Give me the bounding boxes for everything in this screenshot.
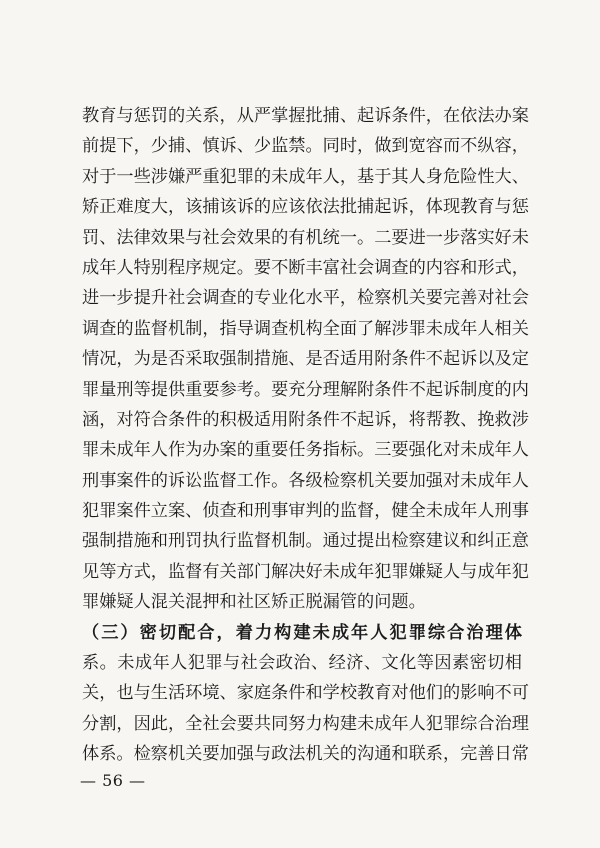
section-heading-bold: （三）密切配合，着力构建未成年人犯罪综合治理体 xyxy=(82,622,522,643)
text-line: 体系。检察机关要加强与政法机关的沟通和联系，完善日常 xyxy=(82,744,529,765)
section-heading-line xyxy=(82,618,522,648)
text-line: 强制措施和刑罚执行监督机制。通过提出检察建议和纠正意 xyxy=(82,531,529,552)
text-line: 犯罪案件立案、侦查和刑事审判的监督，健全未成年人刑事 xyxy=(82,501,529,522)
text-line: 情况，为是否采取强制措施、是否适用附条件不起诉以及定 xyxy=(82,349,529,370)
text-line: 教育与惩罚的关系，从严掌握批捕、起诉条件，在依法办案 xyxy=(82,106,529,126)
page-number: — 56 — xyxy=(80,771,146,790)
text-line: 罪量刑等提供重要参考。要充分理解附条件不起诉制度的内 xyxy=(82,379,529,400)
text-line: 刑事案件的诉讼监督工作。各级检察机关要加强对未成年人 xyxy=(82,470,529,491)
text-line: 罪未成年人作为办案的重要任务指标。三要强化对未成年人 xyxy=(82,440,529,461)
text-line: 见等方式，监督有关部门解决好未成年犯罪嫌疑人与成年犯 xyxy=(82,561,529,582)
text-line: 系。未成年人犯罪与社会政治、经济、文化等因素密切相 xyxy=(82,653,522,674)
body-text xyxy=(82,101,529,770)
text-line: 分割，因此，全社会要共同努力构建未成年人犯罪综合治理 xyxy=(82,713,529,734)
text-line: 前提下，少捕、慎诉、少监禁。同时，做到宽容而不纵容， xyxy=(82,136,529,157)
text-line: 调查的监督机制，指导调查机构全面了解涉罪未成年人相关 xyxy=(82,318,529,339)
text-line: 罚、法律效果与社会效果的有机统一。二要进一步落实好未 xyxy=(82,227,529,248)
text-line: 关，也与生活环境、家庭条件和学校教育对他们的影响不可 xyxy=(82,683,529,704)
text-line: 对于一些涉嫌严重犯罪的未成年人，基于其人身危险性大、 xyxy=(82,166,529,187)
text-line: 涵，对符合条件的积极适用附条件不起诉，将帮教、挽救涉 xyxy=(82,409,529,430)
text-line: 矫正难度大，该捕该诉的应该依法批捕起诉，体现教育与惩 xyxy=(82,197,529,218)
text-line: 成年人特别程序规定。要不断丰富社会调查的内容和形式， xyxy=(82,257,529,278)
text-line: 进一步提升社会调查的专业化水平，检察机关要完善对社会 xyxy=(82,288,529,309)
text-line: 罪嫌疑人混关混押和社区矫正脱漏管的问题。 xyxy=(82,592,426,613)
